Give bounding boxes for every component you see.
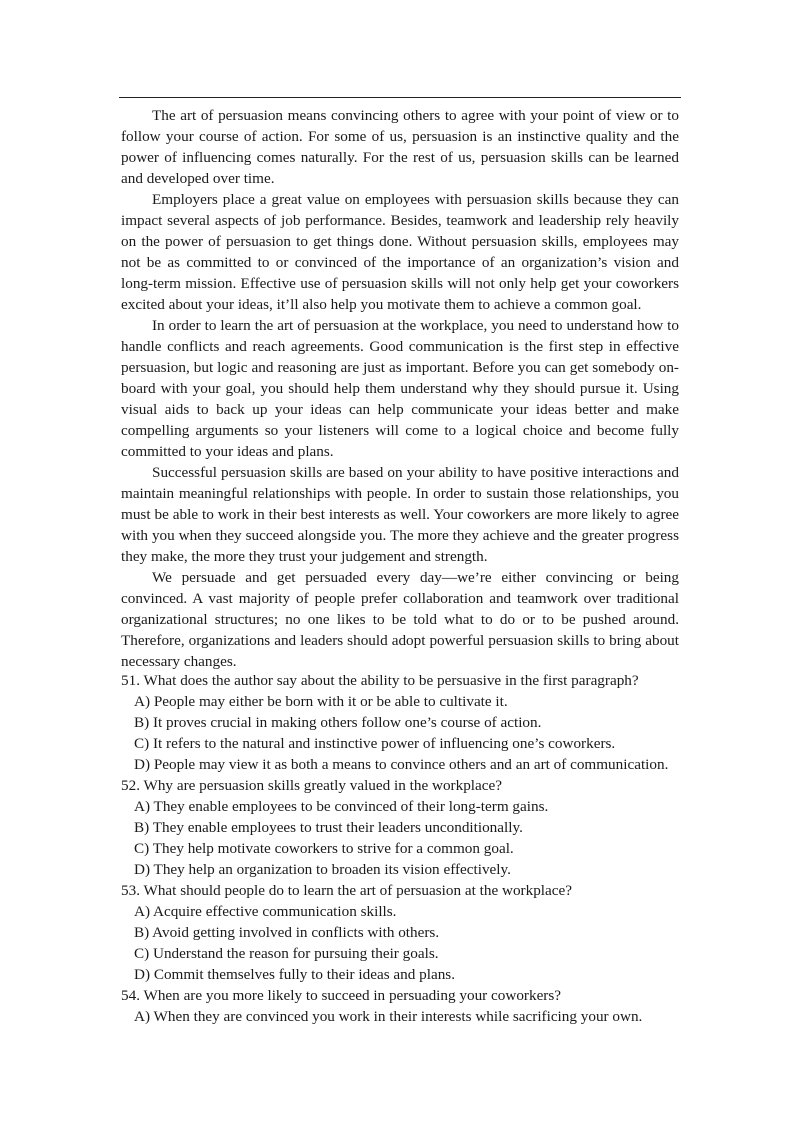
question-list: [121, 670, 681, 1027]
question-stem: 53. What should people do to learn the art of persuasion at the workplace?: [121, 882, 572, 899]
option-b: B) It proves crucial in making others follow one’s course of action.: [134, 714, 542, 731]
option-a: A) People may either be born with it or be able to cultivate it.: [134, 693, 508, 710]
option-c: C) They help motivate coworkers to strive for a common goal.: [134, 840, 514, 857]
option-b: B) They enable employees to trust their leaders unconditionally.: [134, 819, 523, 836]
question-54: [121, 985, 681, 1027]
option-d: D) Commit themselves fully to their ideas and plans.: [134, 966, 455, 983]
question-53: [121, 880, 681, 985]
option-d: D) They help an organization to broaden its vision effectively.: [134, 861, 511, 878]
option-c: C) Understand the reason for pursuing their goals.: [134, 945, 439, 962]
passage-paragraph-4: Successful persuasion skills are based on your ability to have positive interactions and maintain meaningful relationships with people. In order to sustain those relationships, you must be able to work in their best interests as well. Your coworkers are more likely to agree with you when they succeed alongside you. The more they achieve and the greater progress they make, the more they trust your judgement and strength.: [121, 464, 679, 565]
passage-paragraph-3: In order to learn the art of persuasion at the workplace, you need to understand how to handle conflicts and reach agreements. Good communication is the first step in effective persuasion, but logic and reasoning are just as important. Before you can get somebody on-board with your goal, you should help them understand why they should pursue it. Using visual aids to back up your ideas can help communicate your ideas better and make compelling arguments so your listeners will come to a logical choice and become fully committed to your ideas and plans.: [121, 317, 679, 460]
option-d: D) People may view it as both a means to convince others and an art of communication.: [134, 756, 669, 773]
question-stem: 51. What does the author say about the ability to be persuasive in the first paragraph?: [121, 672, 639, 689]
option-b: B) Avoid getting involved in conflicts with others.: [134, 924, 440, 941]
question-stem: 54. When are you more likely to succeed in persuading your coworkers?: [121, 987, 562, 1004]
option-a: A) They enable employees to be convinced of their long-term gains.: [134, 798, 549, 815]
option-a: A) When they are convinced you work in their interests while sacrificing your own.: [134, 1008, 643, 1025]
passage-paragraph-2: Employers place a great value on employees with persuasion skills because they can impact several aspects of job performance. Besides, teamwork and leadership rely heavily on the power of persuasion to get things done. Without persuasion skills, employees may not be as committed to or convinced of the importance of an organization’s vision and long-term mission. Effective use of persuasion skills will not only help get your coworkers excited about your ideas, it’ll also help you motivate them to achieve a common goal.: [121, 191, 679, 313]
question-51: [121, 670, 681, 775]
option-a: A) Acquire effective communication skills.: [134, 903, 397, 920]
option-c: C) It refers to the natural and instinctive power of influencing one’s coworkers.: [134, 735, 616, 752]
question-52: [121, 775, 681, 880]
passage-paragraph-5: We persuade and get persuaded every day—we’re either convincing or being convinced. A vast majority of people prefer collaboration and teamwork over traditional organizational structures; no one likes to be told what to do or to be pushed around. Therefore, organizations and leaders should adopt powerful persuasion skills to bring about necessary changes.: [121, 569, 679, 670]
question-stem: 52. Why are persuasion skills greatly valued in the workplace?: [121, 777, 502, 794]
passage-paragraph-1: The art of persuasion means convincing others to agree with your point of view or to follow your course of action. For some of us, persuasion is an instinctive quality and the power of influencing comes naturally. For the rest of us, persuasion skills can be learned and developed over time.: [121, 107, 679, 187]
top-divider: [119, 97, 681, 98]
reading-passage: [121, 105, 679, 672]
